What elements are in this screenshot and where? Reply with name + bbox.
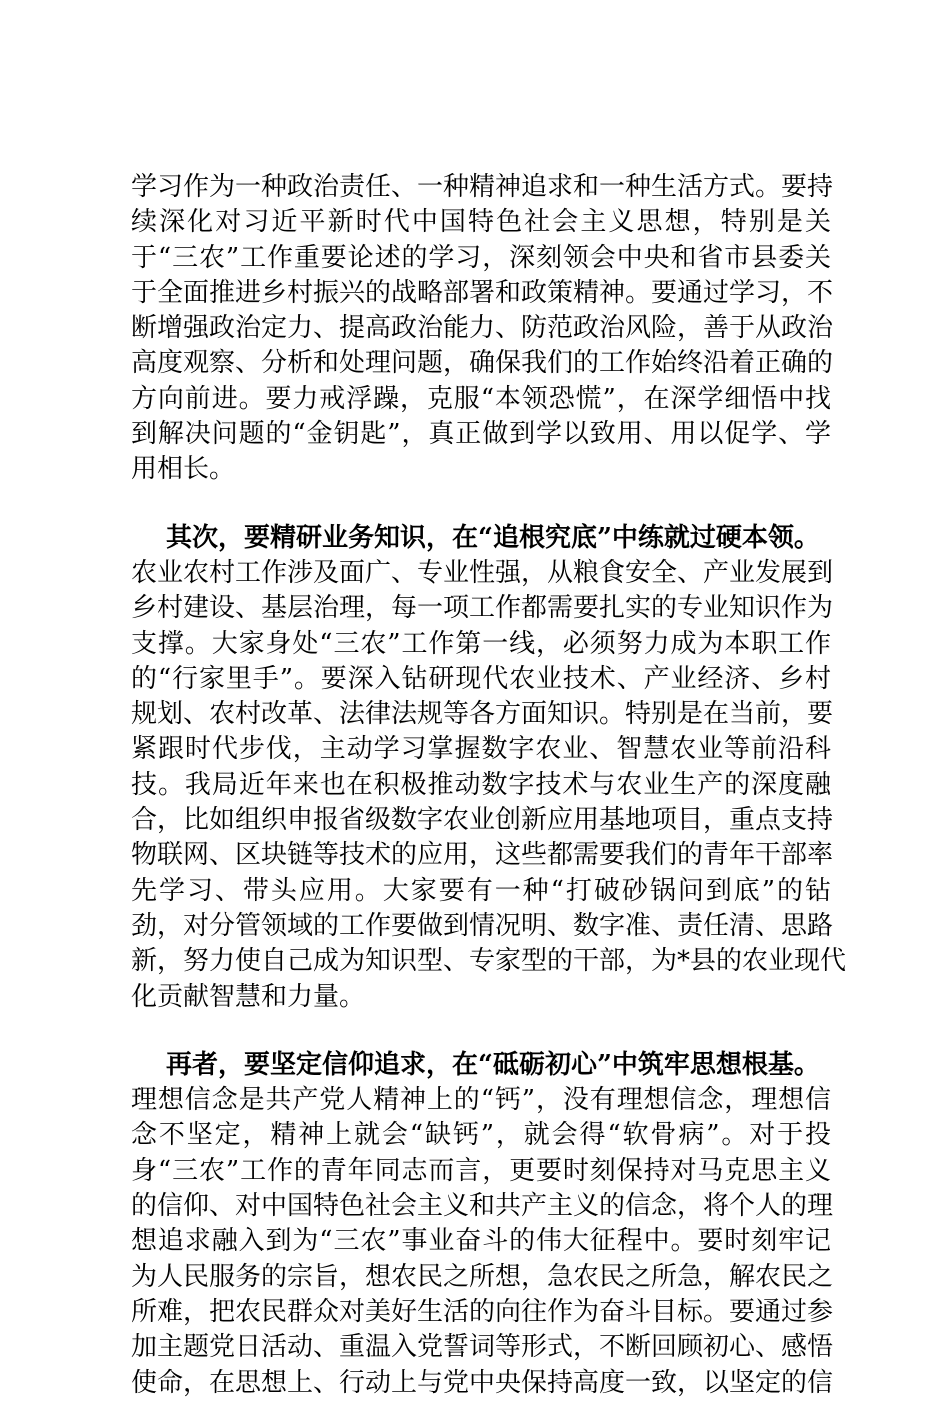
text-line: 想追求融入到为“三农”事业奋斗的伟大征程中。要时刻牢记 — [131, 1226, 831, 1257]
text-line: 到解决问题的“金钥匙”，真正做到学以致用、用以促学、学 — [131, 419, 831, 450]
text-line: 念不坚定，精神上就会“缺钙”，就会得“软骨病”。对于投 — [131, 1120, 831, 1151]
paragraph-heading: 再者，要坚定信仰追求，在“砥砺初心”中筑牢思想根基。 — [166, 1049, 820, 1080]
paragraph-2 — [131, 521, 847, 1015]
text-line: 身“三农”工作的青年同志而言，更要时刻保持对马克思主义 — [131, 1155, 831, 1186]
text-line: 乡村建设、基层治理，每一项工作都需要扎实的专业知识作为 — [131, 593, 834, 624]
text-line: 为人民服务的宗旨，想农民之所想，急农民之所急，解农民之 — [131, 1261, 834, 1292]
paragraph-spacer — [131, 488, 831, 521]
text-line: 劲，对分管领域的工作要做到情况明、数字准、责任清、思路 — [131, 910, 834, 941]
text-line: 合，比如组织申报省级数字农业创新应用基地项目，重点支持 — [131, 805, 834, 836]
text-line: 高度观察、分析和处理问题，确保我们的工作始终沿着正确的 — [131, 348, 834, 379]
text-line: 化贡献智慧和力量。 — [131, 981, 366, 1012]
text-line: 支撑。大家身处“三农”工作第一线，必须努力成为本职工作 — [131, 628, 831, 659]
text-line: 于全面推进乡村振兴的战略部署和政策精神。要通过学习，不 — [131, 277, 834, 308]
document-page — [131, 170, 847, 1401]
paragraph-3 — [131, 1048, 834, 1401]
text-line: 方向前进。要力戒浮躁，克服“本领恐慌”，在深学细悟中找 — [131, 383, 831, 414]
text-line: 技。我局近年来也在积极推动数字技术与农业生产的深度融 — [131, 769, 831, 800]
text-line: 规划、农村改革、法律法规等各方面知识。特别是在当前，要 — [131, 699, 834, 730]
text-line: 新，努力使自己成为知识型、专家型的干部，为*县的农业现代 — [131, 946, 847, 977]
text-line: 学习作为一种政治责任、一种精神追求和一种生活方式。要持 — [131, 172, 834, 202]
text-line: 使命，在思想上、行动上与党中央保持高度一致，以坚定的信 — [131, 1367, 834, 1398]
text-line: 理想信念是共产党人精神上的“钙”，没有理想信念，理想信 — [131, 1085, 831, 1116]
text-line: 于“三农”工作重要论述的学习，深刻领会中央和省市县委关 — [131, 242, 831, 273]
text-line: 用相长。 — [131, 454, 236, 485]
text-line: 的信仰、对中国特色社会主义和共产主义的信念，将个人的理 — [131, 1191, 834, 1222]
text-line: 的“行家里手”。要深入钻研现代农业技术、产业经济、乡村 — [131, 663, 831, 694]
text-line: 断增强政治定力、提高政治能力、防范政治风险，善于从政治 — [131, 313, 834, 344]
text-line: 加主题党日活动、重温入党誓词等形式，不断回顾初心、感悟 — [131, 1332, 834, 1363]
text-line: 物联网、区块链等技术的应用，这些都需要我们的青年干部率 — [131, 840, 834, 871]
paragraph-heading: 其次，要精研业务知识，在“追根究底”中练就过硬本领。 — [166, 522, 820, 553]
text-line: 所难，把农民群众对美好生活的向往作为奋斗目标。要通过参 — [131, 1296, 834, 1327]
paragraph-1 — [131, 170, 834, 488]
text-line: 农业农村工作涉及面广、专业性强，从粮食安全、产业发展到 — [131, 557, 834, 588]
text-line: 紧跟时代步伐，主动学习掌握数字农业、智慧农业等前沿科 — [131, 734, 831, 765]
paragraph-spacer — [131, 1015, 831, 1048]
text-line: 续深化对习近平新时代中国特色社会主义思想，特别是关 — [131, 207, 831, 238]
text-line: 先学习、带头应用。大家要有一种“打破砂锅问到底”的钻 — [131, 875, 831, 906]
